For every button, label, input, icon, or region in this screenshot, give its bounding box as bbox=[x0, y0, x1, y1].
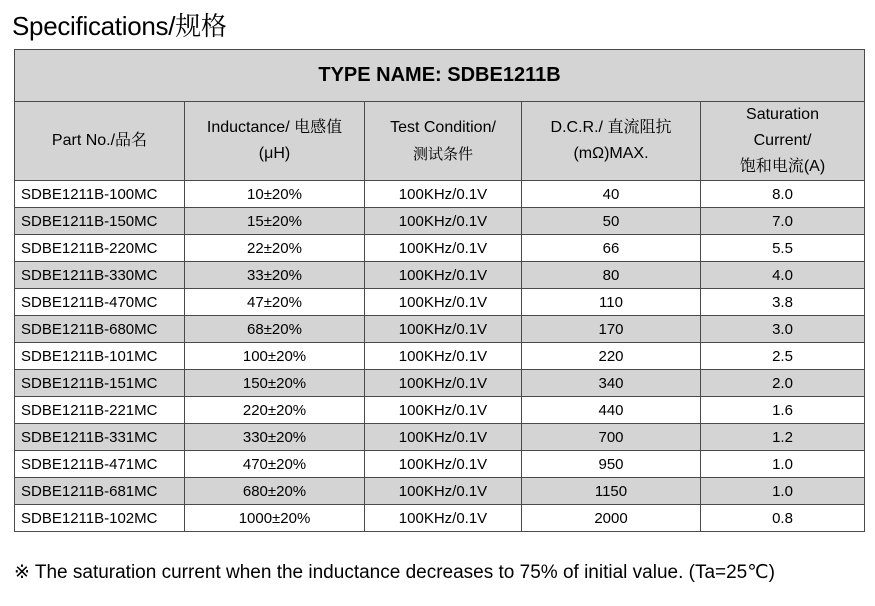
header-test-line1: Test Condition/ bbox=[390, 119, 496, 136]
inductance-cell: 10±20% bbox=[185, 181, 365, 208]
part-number-cell: SDBE1211B-471MC bbox=[15, 451, 185, 478]
part-number-cell: SDBE1211B-331MC bbox=[15, 424, 185, 451]
test-condition-cell: 100KHz/0.1V bbox=[365, 451, 522, 478]
column-header-row bbox=[15, 102, 865, 181]
table-row bbox=[15, 505, 865, 532]
page-title: Specifications/规格 bbox=[12, 11, 227, 41]
inductance-cell: 1000±20% bbox=[185, 505, 365, 532]
header-part-no-label: Part No./品名 bbox=[51, 132, 148, 149]
header-inductance bbox=[185, 102, 365, 181]
test-condition-cell: 100KHz/0.1V bbox=[365, 235, 522, 262]
saturation-current-cell: 1.6 bbox=[701, 397, 865, 424]
saturation-current-cell: 3.0 bbox=[701, 316, 865, 343]
test-condition-cell: 100KHz/0.1V bbox=[365, 397, 522, 424]
table-row bbox=[15, 289, 865, 316]
header-inductance-line1: Inductance/ 电感值 bbox=[206, 119, 343, 136]
saturation-current-cell: 0.8 bbox=[701, 505, 865, 532]
saturation-current-cell: 2.0 bbox=[701, 370, 865, 397]
header-test-condition bbox=[365, 102, 522, 181]
part-number-cell: SDBE1211B-151MC bbox=[15, 370, 185, 397]
header-dcr-line1: D.C.R./ 直流阻抗 bbox=[550, 119, 672, 136]
header-dcr-line2: (mΩ)MAX. bbox=[573, 145, 649, 162]
inductance-cell: 15±20% bbox=[185, 208, 365, 235]
inductance-cell: 220±20% bbox=[185, 397, 365, 424]
inductance-cell: 680±20% bbox=[185, 478, 365, 505]
table-row bbox=[15, 397, 865, 424]
dcr-cell: 2000 bbox=[522, 505, 701, 532]
test-condition-cell: 100KHz/0.1V bbox=[365, 316, 522, 343]
inductance-cell: 68±20% bbox=[185, 316, 365, 343]
dcr-cell: 220 bbox=[522, 343, 701, 370]
dcr-cell: 170 bbox=[522, 316, 701, 343]
inductance-cell: 470±20% bbox=[185, 451, 365, 478]
saturation-current-cell: 8.0 bbox=[701, 181, 865, 208]
table-row bbox=[15, 208, 865, 235]
saturation-current-cell: 5.5 bbox=[701, 235, 865, 262]
saturation-current-cell: 7.0 bbox=[701, 208, 865, 235]
dcr-cell: 440 bbox=[522, 397, 701, 424]
test-condition-cell: 100KHz/0.1V bbox=[365, 505, 522, 532]
footnote: ※ The saturation current when the inductance decreases to 75% of initial value. (Ta=25℃) bbox=[14, 562, 775, 583]
part-number-cell: SDBE1211B-150MC bbox=[15, 208, 185, 235]
dcr-cell: 1150 bbox=[522, 478, 701, 505]
test-condition-cell: 100KHz/0.1V bbox=[365, 343, 522, 370]
part-number-cell: SDBE1211B-100MC bbox=[15, 181, 185, 208]
test-condition-cell: 100KHz/0.1V bbox=[365, 289, 522, 316]
table-row bbox=[15, 262, 865, 289]
part-number-cell: SDBE1211B-680MC bbox=[15, 316, 185, 343]
table-row bbox=[15, 181, 865, 208]
dcr-cell: 66 bbox=[522, 235, 701, 262]
type-name: TYPE NAME: SDBE1211B bbox=[15, 50, 865, 102]
part-number-cell: SDBE1211B-330MC bbox=[15, 262, 185, 289]
saturation-current-cell: 4.0 bbox=[701, 262, 865, 289]
saturation-current-cell: 1.0 bbox=[701, 451, 865, 478]
header-part-no bbox=[15, 102, 185, 181]
dcr-cell: 700 bbox=[522, 424, 701, 451]
saturation-current-cell: 2.5 bbox=[701, 343, 865, 370]
saturation-current-cell: 1.2 bbox=[701, 424, 865, 451]
table-row bbox=[15, 478, 865, 505]
header-sat-line1: Saturation bbox=[746, 106, 819, 123]
part-number-cell: SDBE1211B-102MC bbox=[15, 505, 185, 532]
header-sat-line2: Current/ bbox=[753, 132, 812, 149]
table-row bbox=[15, 370, 865, 397]
test-condition-cell: 100KHz/0.1V bbox=[365, 478, 522, 505]
part-number-cell: SDBE1211B-101MC bbox=[15, 343, 185, 370]
inductance-cell: 33±20% bbox=[185, 262, 365, 289]
saturation-current-cell: 3.8 bbox=[701, 289, 865, 316]
table-row bbox=[15, 343, 865, 370]
dcr-cell: 80 bbox=[522, 262, 701, 289]
table-row bbox=[15, 424, 865, 451]
specifications-table bbox=[14, 49, 865, 532]
type-name-row bbox=[15, 50, 865, 102]
header-saturation-current bbox=[701, 102, 865, 181]
dcr-cell: 40 bbox=[522, 181, 701, 208]
header-sat-line3: 饱和电流(A) bbox=[739, 158, 826, 175]
dcr-cell: 950 bbox=[522, 451, 701, 478]
table-row bbox=[15, 235, 865, 262]
test-condition-cell: 100KHz/0.1V bbox=[365, 181, 522, 208]
inductance-cell: 330±20% bbox=[185, 424, 365, 451]
table-body bbox=[15, 181, 865, 532]
test-condition-cell: 100KHz/0.1V bbox=[365, 262, 522, 289]
inductance-cell: 100±20% bbox=[185, 343, 365, 370]
table-row bbox=[15, 316, 865, 343]
dcr-cell: 50 bbox=[522, 208, 701, 235]
dcr-cell: 110 bbox=[522, 289, 701, 316]
dcr-cell: 340 bbox=[522, 370, 701, 397]
part-number-cell: SDBE1211B-221MC bbox=[15, 397, 185, 424]
header-test-line2: 测试条件 bbox=[412, 145, 473, 163]
header-dcr bbox=[522, 102, 701, 181]
test-condition-cell: 100KHz/0.1V bbox=[365, 370, 522, 397]
table-row bbox=[15, 451, 865, 478]
header-inductance-line2: (μH) bbox=[258, 145, 291, 162]
inductance-cell: 22±20% bbox=[185, 235, 365, 262]
part-number-cell: SDBE1211B-681MC bbox=[15, 478, 185, 505]
part-number-cell: SDBE1211B-220MC bbox=[15, 235, 185, 262]
saturation-current-cell: 1.0 bbox=[701, 478, 865, 505]
inductance-cell: 150±20% bbox=[185, 370, 365, 397]
test-condition-cell: 100KHz/0.1V bbox=[365, 424, 522, 451]
inductance-cell: 47±20% bbox=[185, 289, 365, 316]
test-condition-cell: 100KHz/0.1V bbox=[365, 208, 522, 235]
part-number-cell: SDBE1211B-470MC bbox=[15, 289, 185, 316]
